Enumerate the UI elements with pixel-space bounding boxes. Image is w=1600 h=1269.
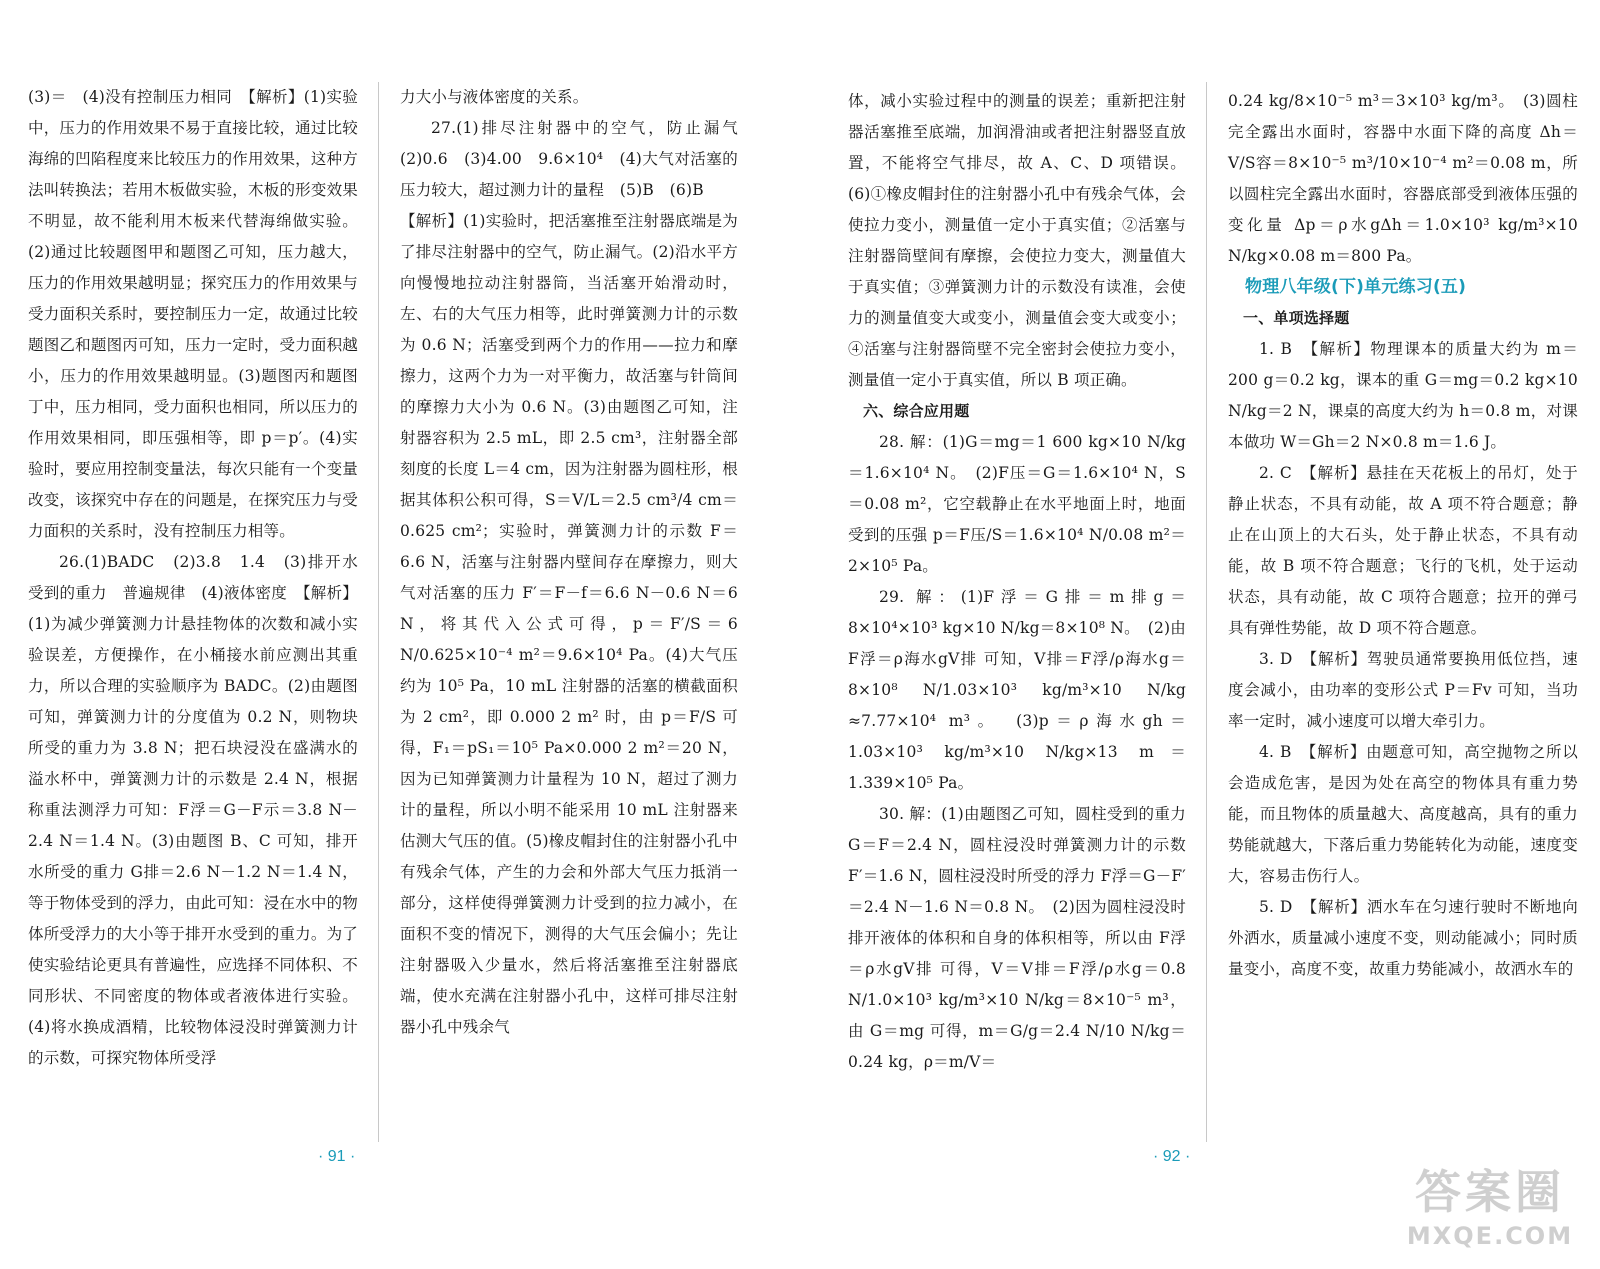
- answer-paragraph: 2. C 【解析】悬挂在天花板上的吊灯，处于静止状态，不具有动能，故 A 项不符合题意；静止在山顶上的大石头，处于静止状态，不具有动能，故 B 项不符合题意；飞行的飞机，处于运动状态，具有动能，故 C 项符合题意；拉开的弹弓具有弹性势能，故 D 项不符合题意。: [1228, 464, 1578, 637]
- section-heading: 六、综合应用题: [863, 402, 970, 420]
- right-page: [820, 0, 1600, 1269]
- answer-paragraph: 5. D 【解析】洒水车在匀速行驶时不断地向外洒水，质量减小速度不变，则动能减小；同时质量变小，高度不变，故重力势能减小，故洒水车的: [1228, 898, 1578, 978]
- left-column-1: [28, 82, 358, 1074]
- answer-paragraph: 力大小与液体密度的关系。: [400, 88, 589, 106]
- answer-paragraph: 29. 解：(1)F浮＝G排＝m排g＝8×10⁴×10³ kg×10 N/kg＝8×10⁸ N。 (2)由 F浮＝ρ海水gV排 可知，V排＝F浮/ρ海水g＝8×10⁸ N/1.03×10³ kg/m³×10 N/kg ≈7.77×10⁴ m³。 (3)p＝ρ海水gh＝1.03×10³ kg/m³×10 N/kg×13 m＝1.339×10⁵ Pa。: [848, 588, 1186, 792]
- answer-paragraph: 26.(1)BADC (2)3.8 1.4 (3)排开水受到的重力 普遍规律 (4)液体密度 【解析】(1)为减少弹簧测力计悬挂物体的次数和减小实验误差，方便操作，在小桶接水前应测出其重力，所以合理的实验顺序为 BADC。(2)由题图可知，弹簧测力计的分度值为 0.2 N，则物块所受的重力为 3.8 N；把石块浸没在盛满水的溢水杯中，弹簧测力计的示数是 2.4 N，根据称重法测浮力可知：F浮＝G－F示＝3.8 N－2.4 N＝1.4 N。(3)由题图 B、C 可知，排开水所受的重力 G排＝2.6 N－1.2 N＝1.4 N，等于物体受到的浮力，由此可知：浸在水中的物体所受浮力的大小等于排开水受到的重力。为了使实验结论更具有普遍性，应选择不同体积、不同形状、不同密度的物体或者液体进行实验。(4)将水换成酒精，比较物体浸没时弹簧测力计的示数，可探究物体所受浮: [28, 553, 358, 1067]
- answer-paragraph: 1. B 【解析】物理课本的质量大约为 m＝200 g＝0.2 kg，课本的重 G＝mg＝0.2 kg×10 N/kg＝2 N，课桌的高度大约为 h＝0.8 m，对课本做功 W＝Gh＝2 N×0.8 m＝1.6 J。: [1228, 340, 1578, 451]
- page-number: · 91 ·: [318, 1148, 356, 1165]
- answer-paragraph: 27.(1)排尽注射器中的空气，防止漏气 (2)0.6 (3)4.00 9.6×10⁴ (4)大气对活塞的压力较大，超过测力计的量程 (5)B (6)B: [400, 119, 754, 199]
- answer-paragraph: 4. B 【解析】由题意可知，高空抛物之所以会造成危害，是因为处在高空的物体具有重力势能，而且物体的质量越大、高度越高，具有的重力势能就越大，下落后重力势能转化为动能，速度变大，容易击伤行人。: [1228, 743, 1578, 885]
- answer-paragraph: 3. D 【解析】驾驶员通常要换用低位挡，速度会减小，由功率的变形公式 P＝Fv 可知，当功率一定时，减小速度可以增大牵引力。: [1228, 650, 1578, 730]
- column-divider: [378, 82, 379, 1142]
- section-heading: 一、单项选择题: [1243, 309, 1350, 327]
- answer-paragraph: (3)＝ (4)没有控制压力相同 【解析】(1)实验中，压力的作用效果不易于直接比较，通过比较海绵的凹陷程度来比较压力的作用效果，这种方法叫转换法；若用木板做实验，木板的形变效果不明显，故不能利用木板来代替海绵做实验。(2)通过比较题图甲和题图乙可知，压力越大，压力的作用效果越明显；探究压力的作用效果与受力面积关系时，要控制压力一定，故通过比较题图乙和题图丙可知，压力一定时，受力面积越小，压力的作用效果越明显。(3)题图丙和题图丁中，压力相同，受力面积也相同，所以压力的作用效果相同，即压强相等，即 p＝p′。(4)实验时，要应用控制变量法，每次只能有一个变量改变，该探究中存在的问题是，在探究压力与受力面积的关系时，没有控制压力相等。: [28, 88, 358, 540]
- answer-paragraph: 30. 解：(1)由题图乙可知，圆柱受到的重力 G＝F＝2.4 N，圆柱浸没时弹簧测力计的示数 F′＝1.6 N，圆柱浸没时所受的浮力 F浮＝G－F′＝2.4 N－1.6 N＝0.8 N。 (2)因为圆柱浸没时排开液体的体积和自身的体积相等，所以由 F浮＝ρ水gV排 可得，V＝V排＝F浮/ρ水g＝0.8 N/1.0×10³ kg/m³×10 N/kg＝8×10⁻⁵ m³，由 G＝mg 可得，m＝G/g＝2.4 N/10 N/kg＝0.24 kg，ρ＝m/V＝: [848, 805, 1186, 1071]
- left-column-2: [400, 82, 754, 1043]
- watermark-text: 答案圈: [1415, 1165, 1565, 1219]
- answer-paragraph: 体，减小实验过程中的测量的误差；重新把注射器活塞推至底端，加润滑油或者把注射器竖直放置，不能将空气排尽，故 A、C、D 项错误。(6)①橡皮帽封住的注射器小孔中有残余气体，会使拉力变小，测量值一定小于真实值；②活塞与注射器筒壁间有摩擦，会使拉力变大，测量值大于真实值；③弹簧测力计的示数没有读准，会使力的测量值变大或变小，测量值会变大或变小；④活塞与注射器筒壁不完全密封会使拉力变小，测量值一定小于真实值，所以 B 项正确。: [848, 92, 1186, 389]
- unit-title: 物理八年级(下)单元练习(五): [1245, 277, 1467, 297]
- page-number: · 92 ·: [1153, 1148, 1191, 1165]
- right-column-1: [848, 86, 1186, 1078]
- watermark-logo: [1390, 1163, 1590, 1263]
- answer-paragraph: 28. 解：(1)G＝mg＝1 600 kg×10 N/kg＝1.6×10⁴ N。 (2)F压＝G＝1.6×10⁴ N，S＝0.08 m²，它空载静止在水平地面上时，地面受到的压强 p＝F压/S＝1.6×10⁴ N/0.08 m²＝2×10⁵ Pa。: [848, 433, 1186, 575]
- column-divider: [1206, 82, 1207, 1142]
- answer-paragraph: 【解析】(1)实验时，把活塞推至注射器底端是为了排尽注射器中的空气，防止漏气。(2)沿水平方向慢慢地拉动注射器筒，当活塞开始滑动时，左、右的大气压力相等，此时弹簧测力计的示数为 0.6 N；活塞受到两个力的作用——拉力和摩擦力，这两个力为一对平衡力，故活塞与针筒间的摩擦力大小为 0.6 N。(3)由题图乙可知，注射器容积为 2.5 mL，即 2.5 cm³，注射器全部刻度的长度 L＝4 cm，因为注射器为圆柱形，根据其体积公积可得，S＝V/L＝2.5 cm³/4 cm＝0.625 cm²；实验时，弹簧测力计的示数 F＝6.6 N，活塞与注射器内壁间存在摩擦力，则大气对活塞的压力 F′＝F－f＝6.6 N－0.6 N＝6 N，将其代入公式可得，p＝F′/S＝6 N/0.625×10⁻⁴ m²＝9.6×10⁴ Pa。(4)大气压约为 10⁵ Pa，10 mL 注射器的活塞的横截面积为 2 cm²，即 0.000 2 m² 时，由 p＝F/S 可得，F₁＝pS₁＝10⁵ Pa×0.000 2 m²＝20 N，因为已知弹簧测力计量程为 10 N，超过了测力计的量程，所以小明不能采用 10 mL 注射器来估测大气压的值。(5)橡皮帽封住的注射器小孔中有残余气体，产生的力会和外部大气压力抵消一部分，这样使得弹簧测力计受到的拉力减小，在面积不变的情况下，测得的大气压会偏小；先让注射器吸入少量水，然后将活塞推至注射器底端，使水充满在注射器小孔中，这样可排尽注射器小孔中残余气: [400, 212, 738, 1036]
- right-column-2: [1228, 86, 1578, 985]
- watermark-url: MXQE.COM: [1406, 1222, 1574, 1250]
- left-page: [0, 0, 780, 1269]
- answer-paragraph: 0.24 kg/8×10⁻⁵ m³＝3×10³ kg/m³。 (3)圆柱完全露出水面时，容器中水面下降的高度 Δh＝V/S容＝8×10⁻⁵ m³/10×10⁻⁴ m²＝0.08 m，所以圆柱完全露出水面时，容器底部受到液体压强的变化量 Δp＝ρ水gΔh＝1.0×10³ kg/m³×10 N/kg×0.08 m＝800 Pa。: [1228, 92, 1578, 265]
